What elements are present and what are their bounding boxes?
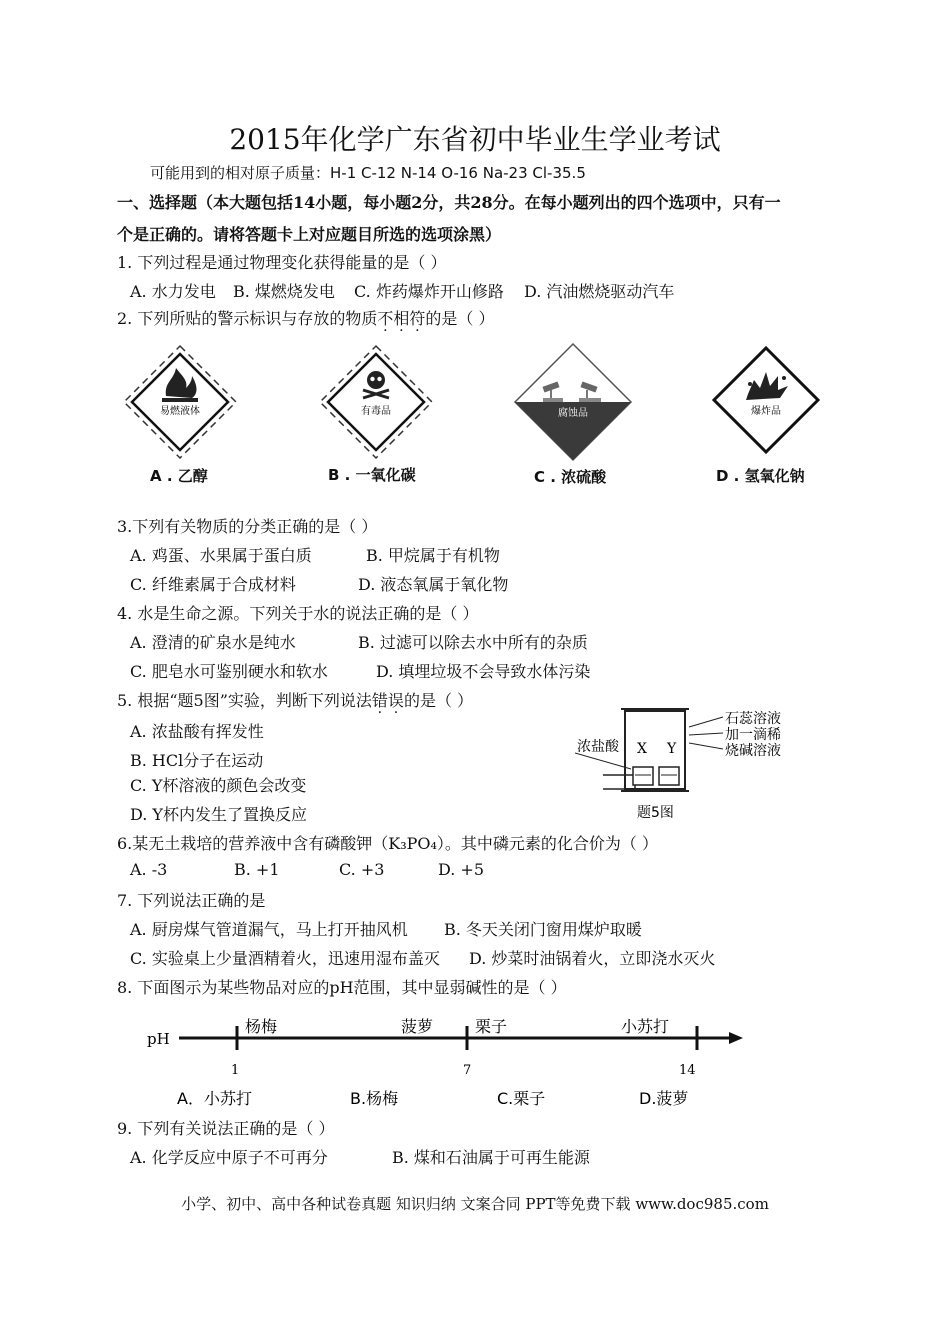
ph-item-xiaosuda: 小苏打: [621, 1017, 670, 1036]
q5-fig-right-label-3: 烧碱溶液: [725, 743, 781, 759]
q3-stem: 3.下列有关物质的分类正确的是（ ）: [117, 517, 378, 536]
sign-a-label: A . 乙醇: [150, 467, 208, 485]
sign-a-text: 易燃液体: [160, 406, 200, 417]
q7-stem: 7. 下列说法正确的是: [117, 891, 266, 910]
q9-stem: 9. 下列有关说法正确的是（ ）: [117, 1119, 335, 1138]
ph-tick-14: 14: [679, 1063, 696, 1078]
q7-option-a: A. 厨房煤气管道漏气，马上打开抽风机: [130, 920, 408, 939]
sign-c-text: 腐蚀品: [558, 408, 588, 419]
q3-option-c: C. 纤维素属于合成材料: [130, 575, 296, 594]
q5-emphasis-1: 错: [371, 691, 388, 710]
q4-option-b: B. 过滤可以除去水中所有的杂质: [358, 633, 588, 652]
q2-emphasis-1: 不: [377, 309, 394, 328]
section-heading-line2: 个是正确的。请将答题卡上对应题目所选的选项涂黑）: [117, 225, 502, 244]
section-heading-line1: 一、选择题（本大题包括14小题，每小题2分，共28分。在每小题列出的四个选项中，只有一: [117, 193, 781, 212]
ph-item-lizi: 栗子: [475, 1017, 508, 1036]
q5-stem-pre: 5. 根据“题5图”实验，判断下列说法: [117, 691, 372, 710]
q6-option-c: C. +3: [339, 860, 385, 879]
q5-fig-y: Y: [667, 741, 677, 757]
q1-option-d: D. 汽油燃烧驱动汽车: [524, 282, 675, 301]
q5-fig-right-label-1: 石蕊溶液: [725, 711, 781, 727]
ph-item-boluo: 菠萝: [401, 1017, 434, 1036]
q5-option-b: B. HCl分子在运动: [130, 751, 264, 770]
q8-option-a: A．小苏打: [177, 1089, 252, 1108]
q6-stem: 6.某无土栽培的营养液中含有磷酸钾（K₃PO₄）。其中磷元素的化合价为（ ）: [117, 834, 659, 853]
q7-option-c: C. 实验桌上少量酒精着火，迅速用湿布盖灭: [130, 949, 440, 968]
ph-label: pH: [147, 1030, 170, 1048]
q2-stem-post: 的是（ ）: [425, 309, 495, 328]
sign-corrosive: [515, 344, 631, 460]
sign-c-label: C . 浓硫酸: [534, 468, 607, 486]
ph-item-yangmei: 杨梅: [245, 1017, 278, 1036]
q2-emphasis-3: 符: [409, 309, 426, 328]
q4-stem: 4. 水是生命之源。下列关于水的说法正确的是（ ）: [117, 604, 479, 623]
q3-option-b: B. 甲烷属于有机物: [366, 546, 500, 565]
q6-option-a: A. -3: [130, 860, 168, 879]
footer-text: 小学、初中、高中各种试卷真题 知识归纳 文案合同 PPT等免费下载 www.doc985.com: [181, 1195, 769, 1213]
sign-d-label: D . 氢氧化钠: [716, 467, 805, 485]
sign-b-label: B . 一氧化碳: [328, 466, 416, 484]
q5-fig-left-label: 浓盐酸: [577, 739, 619, 755]
q5-option-d: D. Y杯内发生了置换反应: [130, 805, 307, 824]
q8-option-c: C.栗子: [497, 1089, 546, 1108]
sign-explosive: [714, 348, 818, 452]
q2-stem-pre: 2. 下列所贴的警示标识与存放的物质: [117, 309, 378, 328]
q9-option-b: B. 煤和石油属于可再生能源: [392, 1148, 590, 1167]
q8-option-b: B.杨梅: [350, 1089, 399, 1108]
q1-option-a: A. 水力发电: [130, 282, 216, 301]
q5-fig-x: X: [637, 741, 647, 757]
q2-stem: [117, 306, 495, 329]
atomic-masses: 可能用到的相对原子质量：H-1 C-12 N-14 O-16 Na-23 Cl-35.5: [150, 164, 586, 182]
q5-stem: [117, 688, 473, 711]
q4-option-c: C. 肥皂水可鉴别硬水和软水: [130, 662, 328, 681]
q5-fig-caption: 题5图: [637, 805, 674, 821]
q9-option-a: A. 化学反应中原子不可再分: [130, 1148, 328, 1167]
sign-toxic: [320, 346, 432, 458]
q4-option-a: A. 澄清的矿泉水是纯水: [130, 633, 296, 652]
ph-tick-7: 7: [463, 1063, 472, 1078]
q6-option-b: B. +1: [234, 860, 280, 879]
q1-stem: 1. 下列过程是通过物理变化获得能量的是（ ）: [117, 253, 447, 272]
q5-fig-right-label-2: 加一滴稀: [725, 727, 781, 743]
q4-option-d: D. 填埋垃圾不会导致水体污染: [376, 662, 591, 681]
q1-option-c: C. 炸药爆炸开山修路: [354, 282, 504, 301]
q5-stem-post: 的是（ ）: [403, 691, 474, 710]
q1-option-b: B. 煤燃烧发电: [233, 282, 335, 301]
ph-scale-figure: [145, 1010, 750, 1115]
q3-option-d: D. 液态氧属于氧化物: [358, 575, 509, 594]
sign-flammable: [124, 346, 236, 458]
q8-option-d: D.菠萝: [639, 1089, 689, 1108]
q2-emphasis-2: 相: [393, 309, 410, 328]
sign-d-text: 爆炸品: [751, 406, 781, 417]
q5-option-c: C. Y杯溶液的颜色会改变: [130, 776, 307, 795]
sign-b-text: 有毒品: [361, 406, 391, 417]
q5-emphasis-2: 误: [387, 691, 404, 710]
q7-option-b: B. 冬天关闭门窗用煤炉取暖: [444, 920, 642, 939]
q5-figure: [575, 705, 800, 825]
q8-stem: 8. 下面图示为某些物品对应的pH范围，其中显弱碱性的是（ ）: [117, 978, 567, 997]
page-title: 2015年化学广东省初中毕业生学业考试: [229, 123, 721, 156]
ph-tick-1: 1: [231, 1063, 240, 1078]
q6-option-d: D. +5: [438, 860, 485, 879]
q5-option-a: A. 浓盐酸有挥发性: [130, 722, 264, 741]
q7-option-d: D. 炒菜时油锅着火，立即浇水灭火: [469, 949, 716, 968]
q3-option-a: A. 鸡蛋、水果属于蛋白质: [130, 546, 312, 565]
